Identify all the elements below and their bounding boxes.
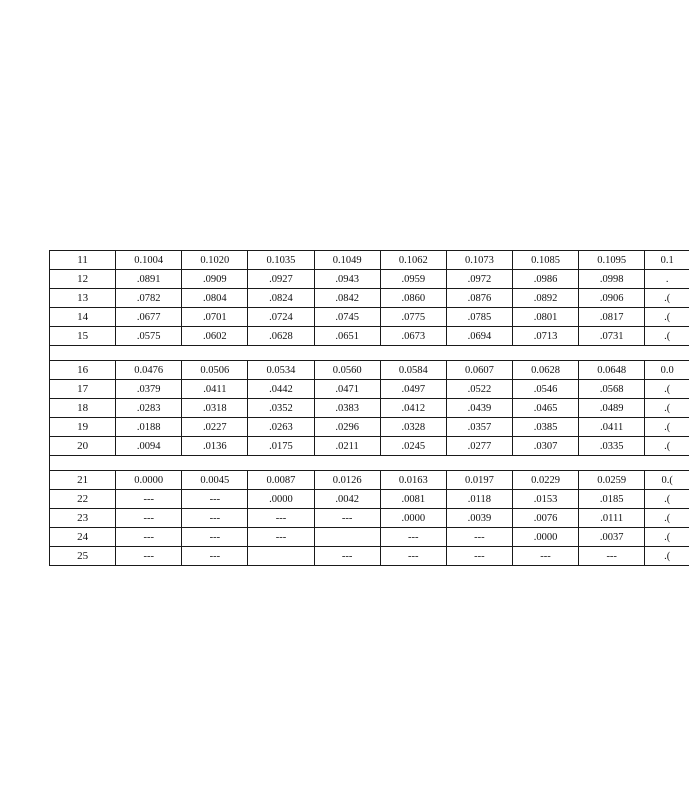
table-cell: --- <box>182 547 248 566</box>
table-cell: --- <box>116 547 182 566</box>
table-cell: .0568 <box>579 380 645 399</box>
table-cell: .0153 <box>512 490 578 509</box>
table-cell: --- <box>182 528 248 547</box>
table-cell: 0.1085 <box>512 251 578 270</box>
table-cell: .0188 <box>116 418 182 437</box>
table-row <box>50 547 689 566</box>
table-row <box>50 509 689 528</box>
table-cell: 0.1 <box>645 251 689 270</box>
table-cell: 0.1095 <box>579 251 645 270</box>
table-cell: .0927 <box>248 270 314 289</box>
table-cell: .0296 <box>314 418 380 437</box>
table-region <box>49 250 674 566</box>
table-cell: 0.0607 <box>446 361 512 380</box>
table-cell: .0357 <box>446 418 512 437</box>
table-cell: .( <box>645 528 689 547</box>
row-label: 18 <box>50 399 116 418</box>
table-cell: 0.1020 <box>182 251 248 270</box>
table-cell: .( <box>645 289 689 308</box>
table-cell: .0352 <box>248 399 314 418</box>
table-cell: .0076 <box>512 509 578 528</box>
table-cell: 0.0197 <box>446 471 512 490</box>
table-cell: .0283 <box>116 399 182 418</box>
table-cell: 0.1049 <box>314 251 380 270</box>
table-row <box>50 361 689 380</box>
table-cell: 0.0229 <box>512 471 578 490</box>
table-cell: .0522 <box>446 380 512 399</box>
table-cell: .0000 <box>248 490 314 509</box>
table-cell: .0185 <box>579 490 645 509</box>
table-cell: .0824 <box>248 289 314 308</box>
table-cell: 0.0476 <box>116 361 182 380</box>
block-separator <box>50 456 689 471</box>
table-row <box>50 327 689 346</box>
table-row <box>50 270 689 289</box>
table-cell: .0412 <box>380 399 446 418</box>
table-cell: 0.0534 <box>248 361 314 380</box>
table-cell: 0.1004 <box>116 251 182 270</box>
table-cell: .0891 <box>116 270 182 289</box>
table-row <box>50 380 689 399</box>
table-cell: .0000 <box>512 528 578 547</box>
table-row <box>50 490 689 509</box>
table-cell: .0175 <box>248 437 314 456</box>
table-cell: .( <box>645 380 689 399</box>
row-label: 19 <box>50 418 116 437</box>
table-row <box>50 437 689 456</box>
table-cell: .0442 <box>248 380 314 399</box>
separator-cell <box>50 346 689 361</box>
table-cell: .0817 <box>579 308 645 327</box>
table-cell: . <box>645 270 689 289</box>
table-cell: .0497 <box>380 380 446 399</box>
table-cell: --- <box>116 509 182 528</box>
table-cell: .0701 <box>182 308 248 327</box>
row-label: 12 <box>50 270 116 289</box>
table-row <box>50 399 689 418</box>
table-cell: 0.0560 <box>314 361 380 380</box>
table-cell: .0263 <box>248 418 314 437</box>
coefficient-table <box>49 250 689 566</box>
table-cell: 0.0506 <box>182 361 248 380</box>
table-cell: .( <box>645 490 689 509</box>
table-cell: .0277 <box>446 437 512 456</box>
separator-cell <box>50 456 689 471</box>
table-cell: .0227 <box>182 418 248 437</box>
table-cell: 0.0087 <box>248 471 314 490</box>
table-row <box>50 308 689 327</box>
table-cell: 0.0045 <box>182 471 248 490</box>
row-label: 24 <box>50 528 116 547</box>
row-label: 11 <box>50 251 116 270</box>
table-cell: .0724 <box>248 308 314 327</box>
row-label: 23 <box>50 509 116 528</box>
table-cell: 0.0163 <box>380 471 446 490</box>
table-cell: 0.0648 <box>579 361 645 380</box>
table-cell: .0628 <box>248 327 314 346</box>
table-cell: .0118 <box>446 490 512 509</box>
table-cell: .0909 <box>182 270 248 289</box>
table-cell: 0.( <box>645 471 689 490</box>
table-cell: .0379 <box>116 380 182 399</box>
table-cell: .0943 <box>314 270 380 289</box>
table-cell: --- <box>314 509 380 528</box>
table-cell: .0471 <box>314 380 380 399</box>
table-cell: .0986 <box>512 270 578 289</box>
table-cell: --- <box>380 528 446 547</box>
table-cell: .0037 <box>579 528 645 547</box>
table-cell: .0335 <box>579 437 645 456</box>
table-cell: .( <box>645 509 689 528</box>
table-row <box>50 528 689 547</box>
table-cell: .0602 <box>182 327 248 346</box>
table-cell: 0.1035 <box>248 251 314 270</box>
table-cell: .0775 <box>380 308 446 327</box>
table-cell: .0860 <box>380 289 446 308</box>
table-cell: .0842 <box>314 289 380 308</box>
table-cell: .0876 <box>446 289 512 308</box>
table-cell: .0081 <box>380 490 446 509</box>
table-row <box>50 289 689 308</box>
table-cell: .0731 <box>579 327 645 346</box>
row-label: 21 <box>50 471 116 490</box>
row-label: 25 <box>50 547 116 566</box>
row-label: 13 <box>50 289 116 308</box>
row-label: 20 <box>50 437 116 456</box>
table-cell: .0785 <box>446 308 512 327</box>
table-cell: --- <box>446 528 512 547</box>
table-cell: .0111 <box>579 509 645 528</box>
table-cell: .0328 <box>380 418 446 437</box>
table-cell <box>248 547 314 566</box>
table-body <box>50 251 689 566</box>
row-label: 14 <box>50 308 116 327</box>
table-cell: 0.0126 <box>314 471 380 490</box>
table-cell: 0.0 <box>645 361 689 380</box>
table-cell: .0801 <box>512 308 578 327</box>
table-cell: .0042 <box>314 490 380 509</box>
table-cell: --- <box>314 547 380 566</box>
table-cell: 0.0000 <box>116 471 182 490</box>
table-cell: .0039 <box>446 509 512 528</box>
table-cell: .0575 <box>116 327 182 346</box>
table-cell: --- <box>182 490 248 509</box>
table-cell <box>314 528 380 547</box>
table-cell: .0673 <box>380 327 446 346</box>
table-cell: --- <box>512 547 578 566</box>
row-label: 16 <box>50 361 116 380</box>
block-separator <box>50 346 689 361</box>
row-label: 17 <box>50 380 116 399</box>
table-cell: .0094 <box>116 437 182 456</box>
table-cell: .0972 <box>446 270 512 289</box>
table-cell: --- <box>579 547 645 566</box>
table-cell: .0694 <box>446 327 512 346</box>
table-cell: .0385 <box>512 418 578 437</box>
table-cell: .0546 <box>512 380 578 399</box>
table-row <box>50 251 689 270</box>
table-cell: --- <box>446 547 512 566</box>
table-cell: 0.1073 <box>446 251 512 270</box>
table-cell: .( <box>645 437 689 456</box>
table-cell: .0318 <box>182 399 248 418</box>
table-cell: --- <box>116 490 182 509</box>
table-cell: .0892 <box>512 289 578 308</box>
table-cell: 0.1062 <box>380 251 446 270</box>
table-cell: .0713 <box>512 327 578 346</box>
table-cell: .0439 <box>446 399 512 418</box>
table-cell: .( <box>645 547 689 566</box>
table-cell: 0.0584 <box>380 361 446 380</box>
table-cell: .0411 <box>182 380 248 399</box>
table-cell: .0804 <box>182 289 248 308</box>
table-cell: --- <box>380 547 446 566</box>
table-cell: .0465 <box>512 399 578 418</box>
table-cell: .0245 <box>380 437 446 456</box>
table-cell: .0906 <box>579 289 645 308</box>
table-cell: --- <box>248 509 314 528</box>
table-cell: 0.0628 <box>512 361 578 380</box>
table-cell: .0307 <box>512 437 578 456</box>
table-cell: --- <box>182 509 248 528</box>
table-cell: 0.0259 <box>579 471 645 490</box>
table-cell: .0000 <box>380 509 446 528</box>
table-row <box>50 471 689 490</box>
table-cell: .0677 <box>116 308 182 327</box>
table-cell: .0383 <box>314 399 380 418</box>
table-cell: .( <box>645 327 689 346</box>
table-cell: .0959 <box>380 270 446 289</box>
table-cell: .0136 <box>182 437 248 456</box>
table-cell: .0411 <box>579 418 645 437</box>
table-cell: --- <box>248 528 314 547</box>
row-label: 22 <box>50 490 116 509</box>
table-cell: .0489 <box>579 399 645 418</box>
table-cell: .( <box>645 418 689 437</box>
table-cell: .( <box>645 308 689 327</box>
table-cell: --- <box>116 528 182 547</box>
table-cell: .0211 <box>314 437 380 456</box>
table-cell: .0998 <box>579 270 645 289</box>
row-label: 15 <box>50 327 116 346</box>
table-cell: .0745 <box>314 308 380 327</box>
table-cell: .0782 <box>116 289 182 308</box>
table-row <box>50 418 689 437</box>
table-cell: .0651 <box>314 327 380 346</box>
table-cell: .( <box>645 399 689 418</box>
